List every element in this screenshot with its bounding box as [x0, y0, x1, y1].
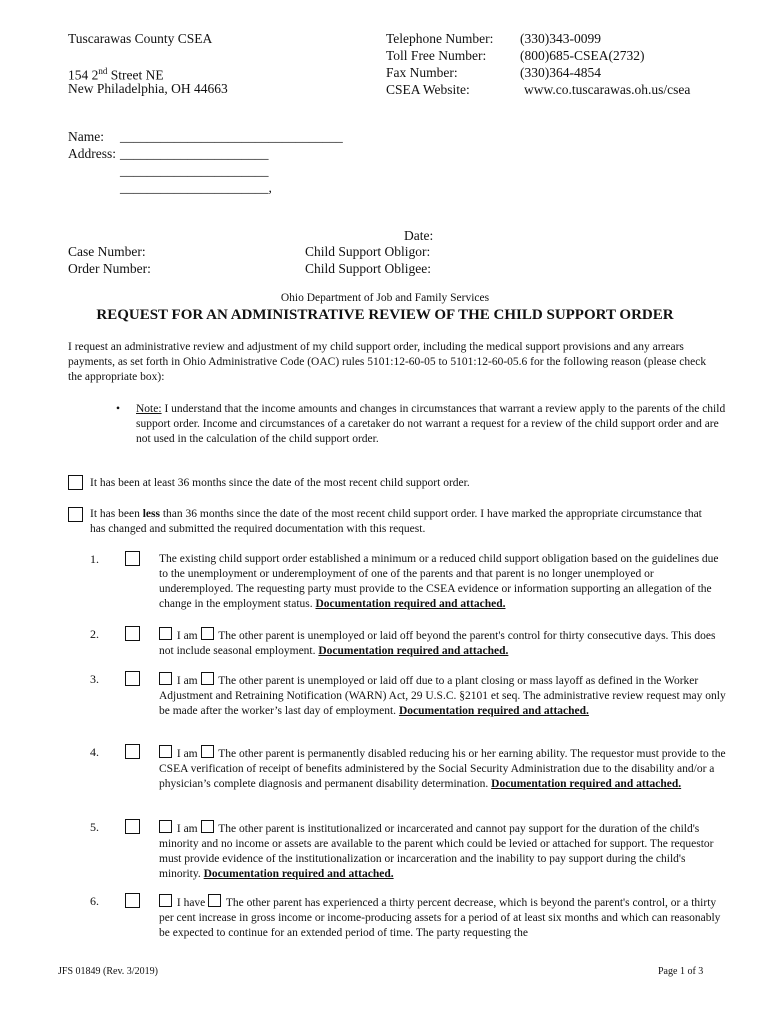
documentation-required: Documentation required and attached.: [203, 868, 394, 880]
item-1-text: The existing child support order established a minimum or a reduced child support obligation based on the guidelines due to the unemployment or underemployment of one of the parents and that parent is no longer unemployed or underemployed. The requesting party must provide to the CSEA evidence or information supporting an allegation of the change in the employment status. Documentation required and attached.: [159, 553, 719, 610]
toll-free-label: Toll Free Number:: [386, 48, 487, 63]
telephone-value: (330)343-0099: [520, 31, 601, 46]
form-id: JFS 01849 (Rev. 3/2019): [58, 966, 158, 977]
department-name: Ohio Department of Job and Family Services: [280, 292, 490, 304]
page-number: Page 1 of 3: [658, 966, 704, 977]
other-parent-checkbox[interactable]: [201, 627, 214, 640]
address-line-1[interactable]: ______________________: [120, 146, 269, 161]
item-1-checkbox[interactable]: [125, 551, 140, 566]
website-label: CSEA Website:: [386, 82, 470, 97]
name-label: Name:: [68, 129, 104, 144]
address-line-2[interactable]: ______________________: [120, 163, 269, 178]
item-2-checkbox[interactable]: [125, 626, 140, 641]
item-6-checkbox[interactable]: [125, 893, 140, 908]
other-parent-checkbox[interactable]: [201, 672, 214, 685]
intro-paragraph: I request an administrative review and adjustment of my child support order, including the medical support provisions and any arrears payments, as set forth in Ohio Administrative Code (OAC) rules 5101:12-60-05 to 5101:12-60-05.6 for the following reason (please check the appropriate box):: [68, 341, 707, 383]
option-36-months-text: It has been at least 36 months since the date of the most recent child support order.: [90, 477, 470, 489]
i-am-checkbox[interactable]: [159, 745, 172, 758]
documentation-required: Documentation required and attached.: [315, 598, 506, 610]
option-36-months-checkbox[interactable]: [68, 475, 83, 490]
obligor-label: Child Support Obligor:: [305, 244, 431, 259]
item-number: 4.: [90, 745, 99, 759]
documentation-required: Documentation required and attached.: [398, 705, 589, 717]
option-less-36-months-checkbox[interactable]: [68, 507, 83, 522]
documentation-required: Documentation required and attached.: [318, 645, 509, 657]
name-field[interactable]: _________________________________: [120, 129, 343, 144]
note-paragraph: Note: I understand that the income amounts and changes in circumstances that warrant a review apply to the parents of the child support order. Income and circumstances of a caretaker do not warrant a request for a review of the child support order and are not used in the calculation of the child support order.: [136, 403, 726, 445]
item-2-text: I am The other parent is unemployed or laid off beyond the parent's control for thirty consecutive days. This does not include seasonal employment. Documentation required and attached.: [159, 627, 727, 659]
option-less-36-months-text: It has been less than 36 months since the date of the most recent child support order. I have marked the appropriate circumstance that has changed and submitted the required documentation with this request.: [90, 508, 702, 535]
address-line-3[interactable]: ______________________,: [120, 180, 272, 195]
item-5-checkbox[interactable]: [125, 819, 140, 834]
other-parent-checkbox[interactable]: [208, 894, 221, 907]
fax-label: Fax Number:: [386, 65, 458, 80]
contact-labels: [386, 30, 493, 98]
case-number-label: Case Number:: [68, 244, 146, 259]
item-3-checkbox[interactable]: [125, 671, 140, 686]
item-5-text: I am The other parent is institutionalized or incarcerated and cannot pay support for the duration of the child's minority and no income or assets are available to the parent which could be levied or attached for support. The requestor must provide evidence of the institutionalization or incarceration and the inability to pay support during the child's minority. Documentation required and attached.: [159, 820, 727, 882]
fax-value: (330)364-4854: [520, 65, 601, 80]
form-title: REQUEST FOR AN ADMINISTRATIVE REVIEW OF THE CHILD SUPPORT ORDER: [96, 307, 674, 323]
other-parent-checkbox[interactable]: [201, 820, 214, 833]
i-have-checkbox[interactable]: [159, 894, 172, 907]
item-number: 6.: [90, 894, 99, 908]
website-value: www.co.tuscarawas.oh.us/csea: [524, 82, 691, 97]
item-6-text: I have The other parent has experienced a thirty percent decrease, which is beyond the parent's control, or a thirty per cent increase in gross income or income-producing assets for a period of at least six months and which can reasonably be expected to continue for an extended period of time. The party requesting the: [159, 894, 727, 941]
city-state-zip: New Philadelphia, OH 44663: [68, 81, 228, 96]
item-4-checkbox[interactable]: [125, 744, 140, 759]
agency-name: Tuscarawas County CSEA: [68, 31, 213, 46]
telephone-label: Telephone Number:: [386, 31, 494, 46]
i-am-checkbox[interactable]: [159, 627, 172, 640]
contact-values: [520, 30, 690, 98]
obligee-label: Child Support Obligee:: [305, 261, 431, 276]
bullet-icon: •: [116, 403, 121, 415]
street-address: 154 2nd Street NE: [68, 66, 164, 83]
date-label: Date:: [404, 228, 434, 243]
item-number: 2.: [90, 627, 99, 641]
item-4-text: I am The other parent is permanently disabled reducing his or her earning ability. The requestor must provide to the CSEA verification of receipt of benefits administered by the Social Security Administration due to the disability and/or a physician’s complete diagnosis and permanent disability determination. Documentation required and attached.: [159, 745, 727, 792]
item-3-text: I am The other parent is unemployed or laid off due to a plant closing or mass layoff as defined in the Worker Adjustment and Retraining Notification (WARN) Act, 29 U.S.C. §2101 et seq. The administrative review request may only be made after the worker’s last day of employment. Documentation required and attached.: [159, 672, 727, 719]
address-label: Address:: [68, 146, 116, 161]
i-am-checkbox[interactable]: [159, 672, 172, 685]
toll-free-value: (800)685-CSEA(2732): [520, 48, 645, 63]
documentation-required: Documentation required and attached.: [491, 778, 682, 790]
other-parent-checkbox[interactable]: [201, 745, 214, 758]
order-number-label: Order Number:: [68, 261, 151, 276]
item-number: 5.: [90, 820, 99, 834]
item-number: 3.: [90, 672, 99, 686]
item-number: 1.: [90, 552, 99, 566]
i-am-checkbox[interactable]: [159, 820, 172, 833]
